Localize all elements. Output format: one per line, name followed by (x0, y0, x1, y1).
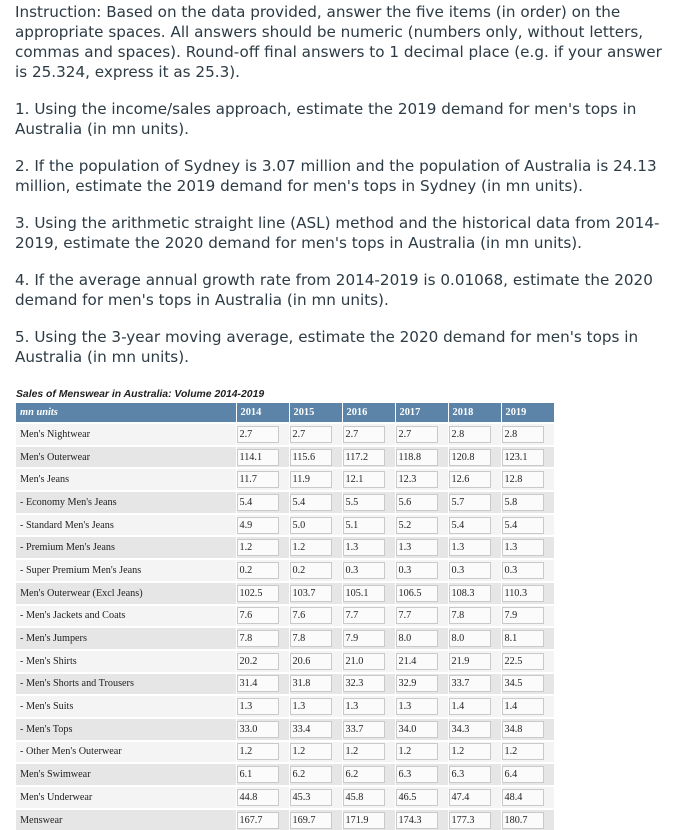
value-box: 20.2 (237, 653, 279, 670)
cell-value (395, 627, 448, 650)
value-box: 5.7 (449, 494, 491, 511)
value-box: 108.3 (449, 585, 491, 602)
table-row (16, 491, 554, 514)
cell-value (342, 627, 395, 650)
cell-value (342, 718, 395, 741)
value-box: 45.8 (343, 789, 385, 806)
value-box: 7.9 (502, 607, 544, 624)
cell-value (342, 536, 395, 559)
value-box: 1.2 (290, 743, 332, 760)
cell-value (236, 763, 289, 786)
cell-value (448, 423, 501, 446)
header-year: 2015 (289, 403, 342, 423)
cell-value (289, 763, 342, 786)
cell-value (289, 423, 342, 446)
row-label: - Men's Suits (16, 695, 236, 718)
cell-value (501, 650, 554, 673)
value-box: 167.7 (237, 812, 279, 829)
value-box: 1.2 (449, 743, 491, 760)
cell-value (501, 718, 554, 741)
cell-value (236, 741, 289, 764)
value-box: 7.9 (343, 630, 385, 647)
cell-value (395, 514, 448, 537)
cell-value (236, 491, 289, 514)
row-label: Men's Outerwear (Excl Jeans) (16, 582, 236, 605)
value-box: 1.3 (290, 698, 332, 715)
value-box: 12.6 (449, 471, 491, 488)
value-box: 1.3 (343, 539, 385, 556)
value-box: 5.4 (502, 517, 544, 534)
question-2: 2. If the population of Sydney is 3.07 million and the population of Australia is 24.13 million, estimate the 2019 demand for men's tops in Sydney (in mn units). (15, 157, 657, 195)
cell-value (501, 446, 554, 469)
value-box: 6.3 (396, 766, 438, 783)
cell-value (342, 423, 395, 446)
cell-value (501, 695, 554, 718)
table-header-row (16, 403, 554, 423)
cell-value (501, 514, 554, 537)
cell-value (342, 491, 395, 514)
cell-value (342, 786, 395, 809)
value-box: 44.8 (237, 789, 279, 806)
value-box: 1.2 (290, 539, 332, 556)
table-row (16, 763, 554, 786)
header-year: 2014 (236, 403, 289, 423)
cell-value (501, 468, 554, 491)
cell-value (289, 650, 342, 673)
value-box: 169.7 (290, 812, 332, 829)
value-box: 7.8 (290, 630, 332, 647)
value-box: 21.9 (449, 653, 491, 670)
cell-value (448, 446, 501, 469)
sales-table (16, 403, 555, 830)
value-box: 12.8 (502, 471, 544, 488)
value-box: 46.5 (396, 789, 438, 806)
value-box: 34.0 (396, 721, 438, 738)
value-box: 12.3 (396, 471, 438, 488)
table-row (16, 718, 554, 741)
value-box: 123.1 (502, 449, 544, 466)
cell-value (236, 718, 289, 741)
cell-value (236, 514, 289, 537)
value-box: 33.7 (449, 675, 491, 692)
value-box: 1.3 (502, 539, 544, 556)
cell-value (395, 559, 448, 582)
cell-value (289, 718, 342, 741)
value-box: 7.6 (237, 607, 279, 624)
value-box: 21.4 (396, 653, 438, 670)
table-row (16, 650, 554, 673)
value-box: 0.3 (449, 562, 491, 579)
value-box: 8.1 (502, 630, 544, 647)
table-row (16, 582, 554, 605)
value-box: 118.8 (396, 449, 438, 466)
value-box: 5.6 (396, 494, 438, 511)
cell-value (395, 650, 448, 673)
value-box: 5.4 (237, 494, 279, 511)
value-box: 1.2 (237, 539, 279, 556)
row-label: - Men's Jackets and Coats (16, 605, 236, 628)
value-box: 0.2 (290, 562, 332, 579)
question-1: 1. Using the income/sales approach, estimate the 2019 demand for men's tops in Australia (in mn units). (15, 100, 637, 138)
cell-value (395, 536, 448, 559)
table-row (16, 468, 554, 491)
value-box: 11.9 (290, 471, 332, 488)
cell-value (236, 673, 289, 696)
value-box: 47.4 (449, 789, 491, 806)
row-label: - Economy Men's Jeans (16, 491, 236, 514)
cell-value (448, 536, 501, 559)
value-box: 1.4 (449, 698, 491, 715)
value-box: 31.8 (290, 675, 332, 692)
value-box: 7.6 (290, 607, 332, 624)
cell-value (448, 491, 501, 514)
value-box: 34.3 (449, 721, 491, 738)
cell-value (342, 695, 395, 718)
cell-value (448, 559, 501, 582)
cell-value (289, 627, 342, 650)
row-label: - Premium Men's Jeans (16, 536, 236, 559)
table-row (16, 695, 554, 718)
cell-value (395, 718, 448, 741)
cell-value (501, 605, 554, 628)
value-box: 117.2 (343, 449, 385, 466)
cell-value (501, 786, 554, 809)
value-box: 110.3 (502, 585, 544, 602)
value-box: 11.7 (237, 471, 279, 488)
cell-value (289, 468, 342, 491)
cell-value (236, 695, 289, 718)
cell-value (501, 559, 554, 582)
value-box: 32.3 (343, 675, 385, 692)
value-box: 33.4 (290, 721, 332, 738)
value-box: 34.8 (502, 721, 544, 738)
value-box: 1.2 (502, 743, 544, 760)
value-box: 1.3 (343, 698, 385, 715)
cell-value (236, 605, 289, 628)
cell-value (448, 673, 501, 696)
cell-value (236, 468, 289, 491)
row-label: Menswear (16, 809, 236, 830)
value-box: 114.1 (237, 449, 279, 466)
table-row (16, 605, 554, 628)
value-box: 5.4 (290, 494, 332, 511)
row-label: Men's Underwear (16, 786, 236, 809)
cell-value (501, 741, 554, 764)
cell-value (395, 446, 448, 469)
cell-value (395, 673, 448, 696)
cell-value (448, 695, 501, 718)
cell-value (342, 559, 395, 582)
value-box: 2.7 (343, 426, 385, 443)
value-box: 12.1 (343, 471, 385, 488)
value-box: 1.3 (449, 539, 491, 556)
cell-value (448, 718, 501, 741)
value-box: 34.5 (502, 675, 544, 692)
cell-value (236, 582, 289, 605)
header-year: 2019 (501, 403, 554, 423)
cell-value (289, 491, 342, 514)
value-box: 6.2 (343, 766, 385, 783)
header-year: 2016 (342, 403, 395, 423)
value-box: 32.9 (396, 675, 438, 692)
value-box: 177.3 (449, 812, 491, 829)
table-row (16, 536, 554, 559)
table-row (16, 423, 554, 446)
value-box: 106.5 (396, 585, 438, 602)
cell-value (448, 514, 501, 537)
value-box: 174.3 (396, 812, 438, 829)
value-box: 21.0 (343, 653, 385, 670)
cell-value (342, 446, 395, 469)
cell-value (395, 763, 448, 786)
cell-value (448, 582, 501, 605)
cell-value (236, 650, 289, 673)
value-box: 1.4 (502, 698, 544, 715)
value-box: 5.4 (449, 517, 491, 534)
value-box: 5.8 (502, 494, 544, 511)
cell-value (236, 446, 289, 469)
header-year: 2017 (395, 403, 448, 423)
cell-value (501, 491, 554, 514)
header-year: 2018 (448, 403, 501, 423)
value-box: 8.0 (396, 630, 438, 647)
value-box: 4.9 (237, 517, 279, 534)
row-label: Men's Swimwear (16, 763, 236, 786)
table-row (16, 514, 554, 537)
cell-value (342, 468, 395, 491)
cell-value (289, 695, 342, 718)
value-box: 1.3 (237, 698, 279, 715)
table-row (16, 627, 554, 650)
row-label: - Men's Shirts (16, 650, 236, 673)
value-box: 2.7 (290, 426, 332, 443)
value-box: 31.4 (237, 675, 279, 692)
value-box: 171.9 (343, 812, 385, 829)
cell-value (342, 763, 395, 786)
cell-value (395, 582, 448, 605)
value-box: 5.0 (290, 517, 332, 534)
cell-value (501, 673, 554, 696)
cell-value (395, 741, 448, 764)
value-box: 7.8 (237, 630, 279, 647)
cell-value (448, 650, 501, 673)
cell-value (289, 786, 342, 809)
value-box: 2.8 (502, 426, 544, 443)
cell-value (342, 673, 395, 696)
value-box: 6.4 (502, 766, 544, 783)
value-box: 1.2 (396, 743, 438, 760)
cell-value (342, 605, 395, 628)
value-box: 33.7 (343, 721, 385, 738)
value-box: 7.7 (343, 607, 385, 624)
value-box: 45.3 (290, 789, 332, 806)
row-label: - Men's Tops (16, 718, 236, 741)
value-box: 6.3 (449, 766, 491, 783)
cell-value (236, 627, 289, 650)
question-3: 3. Using the arithmetic straight line (ASL) method and the historical data from 2014-2019, estimate the 2020 demand for men's tops in Australia (in mn units). (15, 214, 660, 252)
value-box: 2.7 (237, 426, 279, 443)
value-box: 2.8 (449, 426, 491, 443)
cell-value (395, 786, 448, 809)
value-box: 0.3 (343, 562, 385, 579)
value-box: 180.7 (502, 812, 544, 829)
header-units: mn units (16, 403, 236, 423)
instructions-block (15, 2, 670, 367)
table-row (16, 741, 554, 764)
cell-value (448, 627, 501, 650)
cell-value (501, 627, 554, 650)
cell-value (395, 605, 448, 628)
value-box: 0.3 (502, 562, 544, 579)
value-box: 1.3 (396, 539, 438, 556)
row-label: Men's Nightwear (16, 423, 236, 446)
row-label: - Men's Shorts and Trousers (16, 673, 236, 696)
cell-value (342, 650, 395, 673)
table-row (16, 786, 554, 809)
cell-value (236, 786, 289, 809)
row-label: - Standard Men's Jeans (16, 514, 236, 537)
value-box: 7.7 (396, 607, 438, 624)
value-box: 5.1 (343, 517, 385, 534)
value-box: 8.0 (449, 630, 491, 647)
table-row (16, 673, 554, 696)
value-box: 48.4 (502, 789, 544, 806)
cell-value (448, 468, 501, 491)
value-box: 0.3 (396, 562, 438, 579)
question-4: 4. If the average annual growth rate from 2014-2019 is 0.01068, estimate the 2020 demand for men's tops in Australia (in mn units). (15, 271, 653, 309)
cell-value (501, 763, 554, 786)
cell-value (289, 559, 342, 582)
cell-value (501, 582, 554, 605)
cell-value (448, 741, 501, 764)
value-box: 0.2 (237, 562, 279, 579)
cell-value (448, 763, 501, 786)
value-box: 2.7 (396, 426, 438, 443)
row-label: - Men's Jumpers (16, 627, 236, 650)
cell-value (289, 741, 342, 764)
cell-value (342, 582, 395, 605)
cell-value (289, 582, 342, 605)
table-title: Sales of Menswear in Australia: Volume 2014-2019 (16, 389, 265, 400)
row-label: Men's Outerwear (16, 446, 236, 469)
value-box: 6.2 (290, 766, 332, 783)
cell-value (395, 491, 448, 514)
value-box: 20.6 (290, 653, 332, 670)
row-label: - Other Men's Outerwear (16, 741, 236, 764)
cell-value (289, 536, 342, 559)
cell-value (289, 673, 342, 696)
table-row (16, 559, 554, 582)
cell-value (236, 423, 289, 446)
value-box: 33.0 (237, 721, 279, 738)
value-box: 22.5 (502, 653, 544, 670)
value-box: 1.2 (343, 743, 385, 760)
cell-value (501, 423, 554, 446)
instruction-intro: Instruction: Based on the data provided, answer the five items (in order) on the appropriate spaces. All answers should be numeric (numbers only, without letters, commas and spaces). Round-off final answers to 1 decimal place (e.g. if your answer is 25.324, express it as 25.3). (15, 3, 662, 81)
value-box: 115.6 (290, 449, 332, 466)
cell-value (342, 741, 395, 764)
value-box: 102.5 (237, 585, 279, 602)
value-box: 7.8 (449, 607, 491, 624)
value-box: 6.1 (237, 766, 279, 783)
value-box: 5.2 (396, 517, 438, 534)
cell-value (448, 786, 501, 809)
row-label: - Super Premium Men's Jeans (16, 559, 236, 582)
cell-value (236, 536, 289, 559)
value-box: 1.2 (237, 743, 279, 760)
value-box: 5.5 (343, 494, 385, 511)
table-row (16, 446, 554, 469)
value-box: 103.7 (290, 585, 332, 602)
value-box: 120.8 (449, 449, 491, 466)
question-5: 5. Using the 3-year moving average, estimate the 2020 demand for men's tops in Australia (in mn units). (15, 328, 639, 366)
cell-value (289, 446, 342, 469)
cell-value (236, 559, 289, 582)
cell-value (342, 514, 395, 537)
value-box: 105.1 (343, 585, 385, 602)
cell-value (289, 514, 342, 537)
value-box: 1.3 (396, 698, 438, 715)
cell-value (501, 536, 554, 559)
cell-value (395, 423, 448, 446)
cell-value (395, 468, 448, 491)
cell-value (395, 695, 448, 718)
row-label: Men's Jeans (16, 468, 236, 491)
table-body (16, 423, 554, 830)
cell-value (289, 605, 342, 628)
cell-value (448, 605, 501, 628)
